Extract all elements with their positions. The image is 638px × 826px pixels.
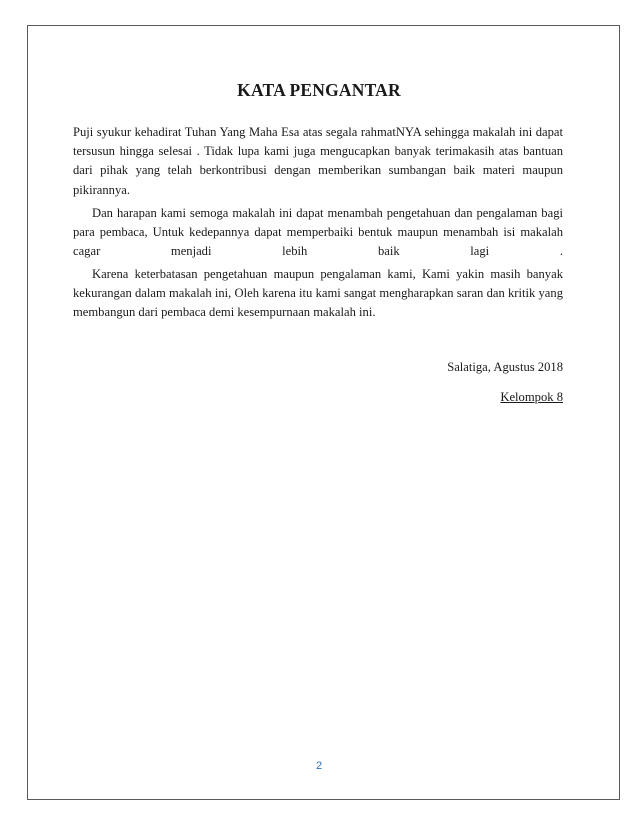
document-title: KATA PENGANTAR	[237, 80, 401, 100]
page-number: 2	[315, 760, 323, 772]
paragraph-2	[73, 204, 563, 262]
paragraph-2-text	[73, 204, 563, 262]
closing-place-date: Salatiga, Agustus 2018	[447, 360, 563, 374]
paragraph-1	[73, 123, 563, 200]
closing-signature: Kelompok 8	[500, 390, 563, 404]
paragraph-2-body: Dan harapan kami semoga makalah ini dapat menambah pengetahuan dan pengalaman bagi para pembaca, Untuk kedepannya dapat memperbaiki bentuk maupun menambah isi makalah cagar menjadi lebih baik lagi	[73, 206, 563, 259]
paragraph-3-text: Karena keterbatasan pengetahuan maupun pengalaman kami, Kami yakin masih banyak kekurangan dalam makalah ini, Oleh karena itu kami sangat mengharapkan saran dan kritik yang membangun dari pembaca demi kesempurnaan makalah ini.	[73, 267, 563, 320]
paragraph-3	[73, 265, 563, 323]
paragraph-1-text: Puji syukur kehadirat Tuhan Yang Maha Esa atas segala rahmatNYA sehingga makalah ini dapat tersusun hingga selesai . Tidak lupa kami juga mengucapkan banyak terimakasih atas bantuan dari pihak yang telah berkontribusi dengan memberikan sumbangan baik materi maupun pikirannya.	[73, 125, 563, 197]
paragraph-2-period: .	[559, 244, 563, 259]
